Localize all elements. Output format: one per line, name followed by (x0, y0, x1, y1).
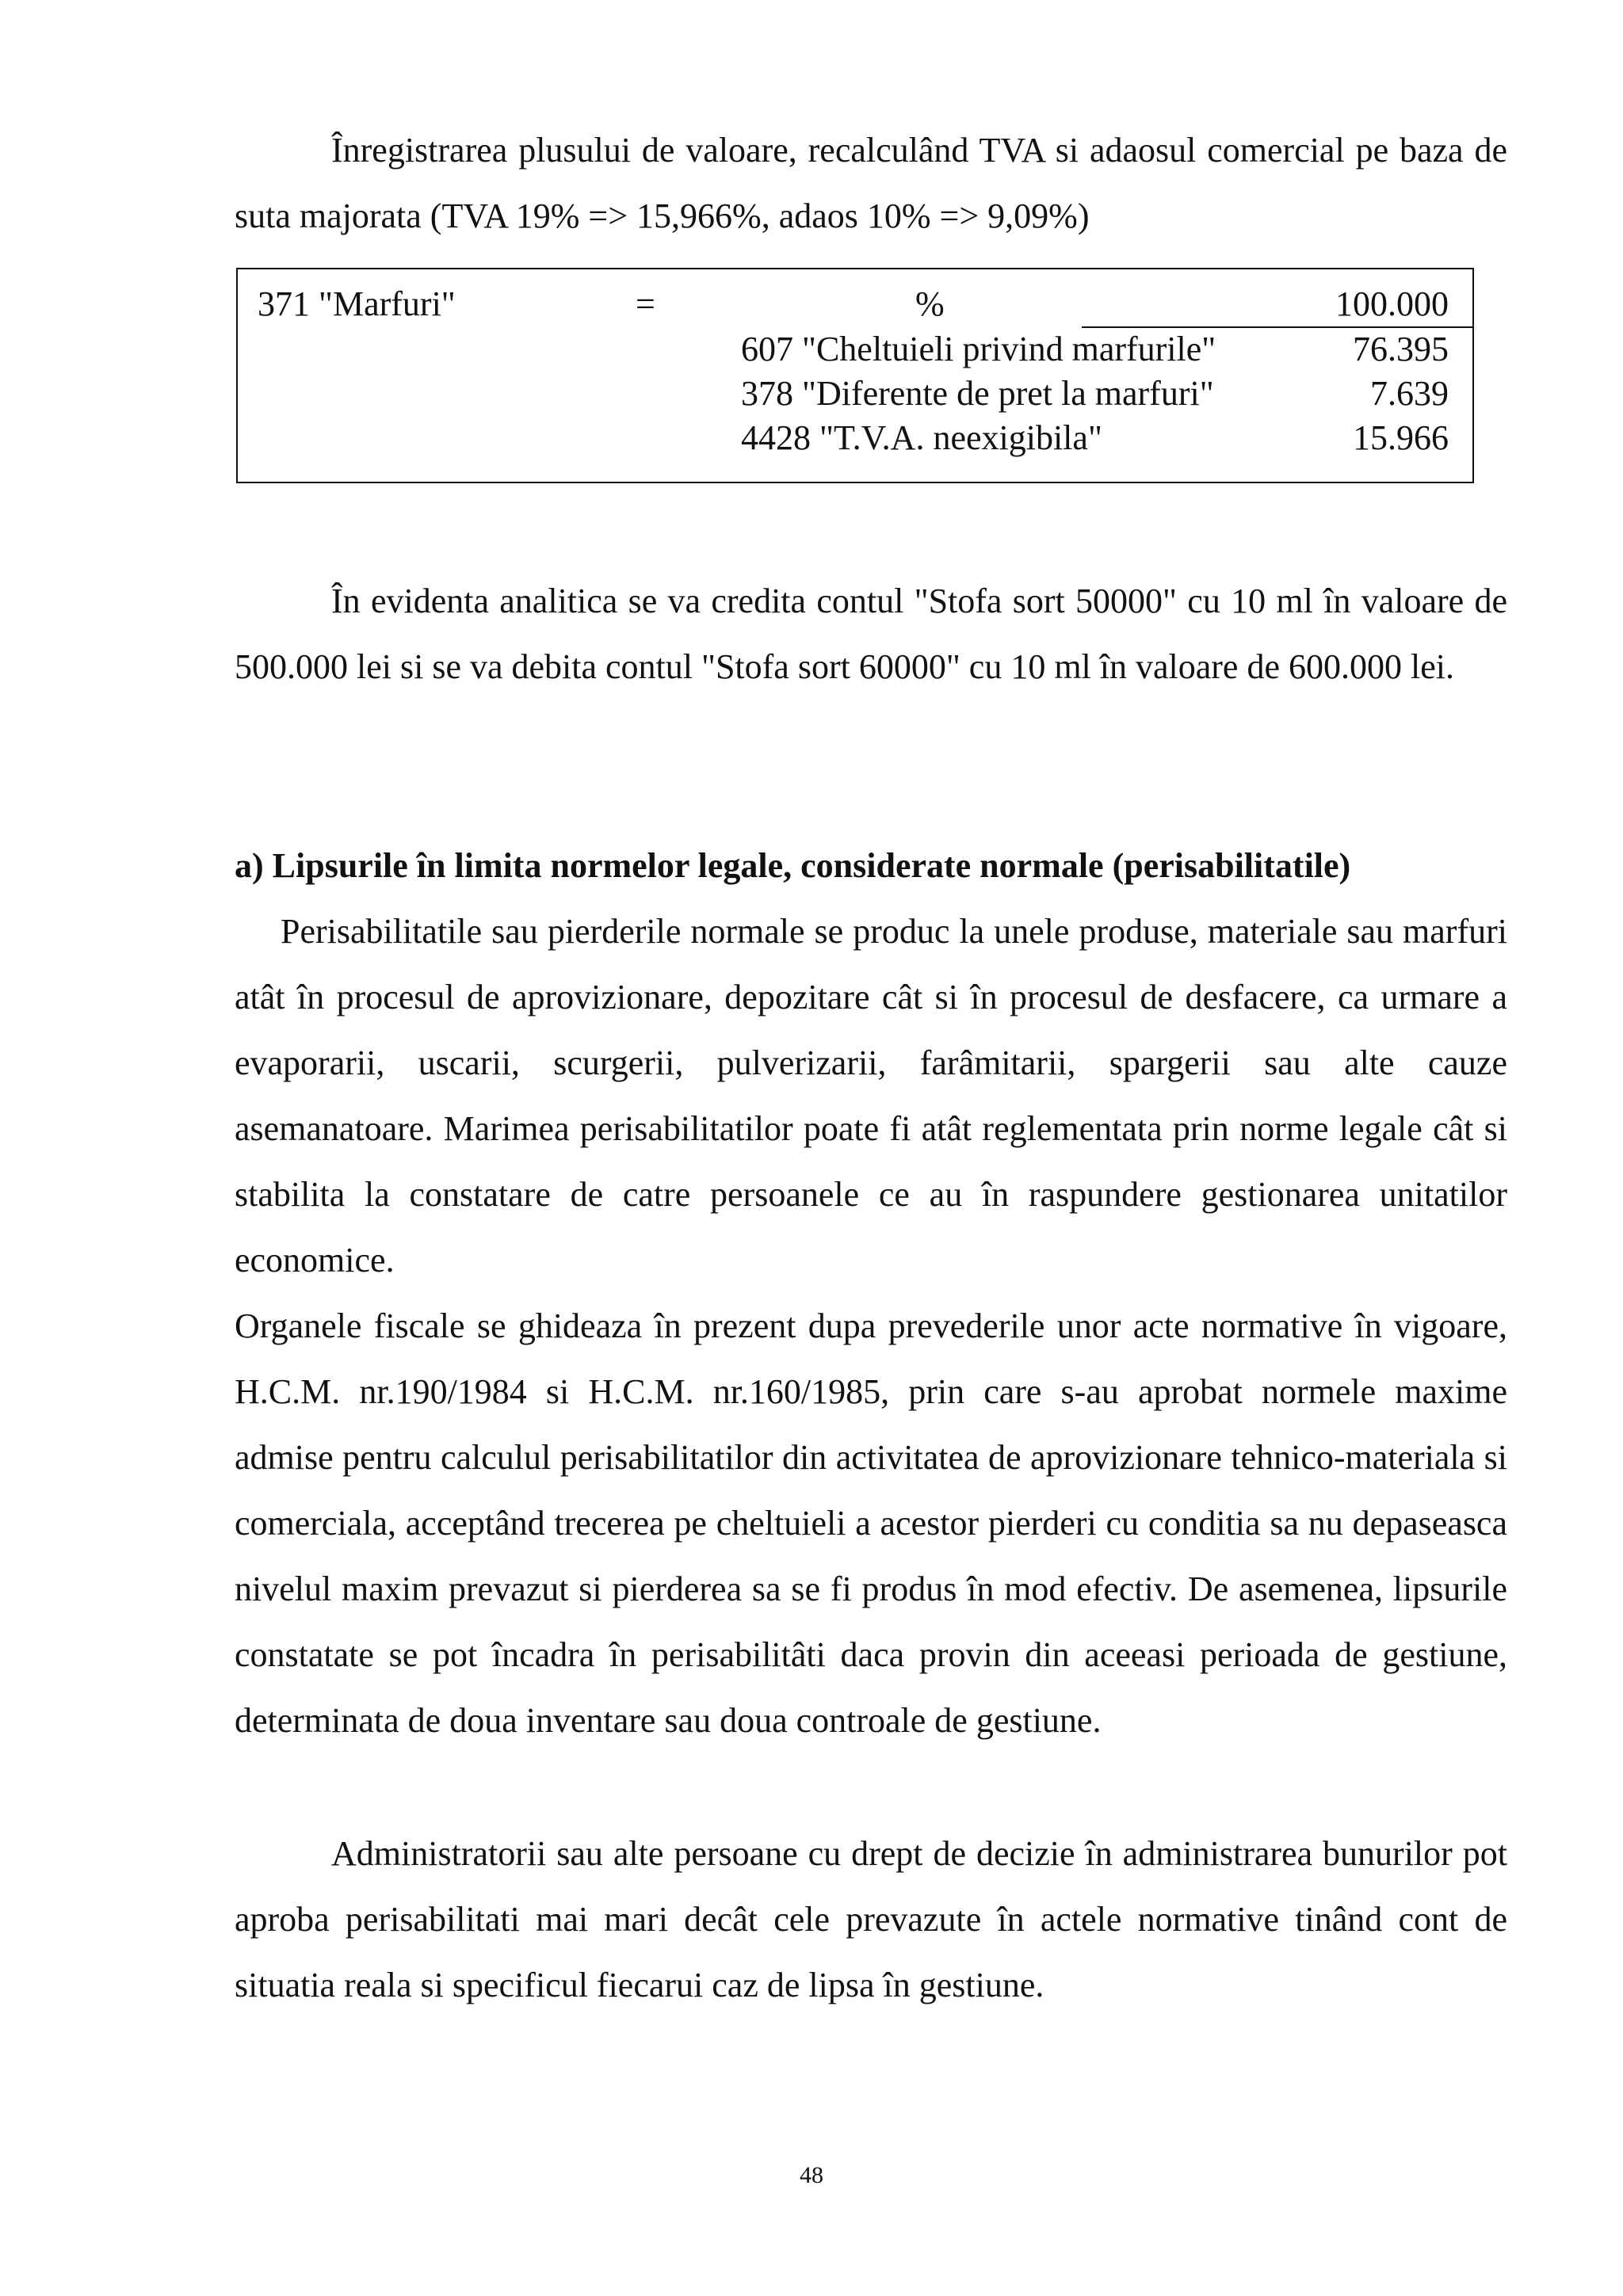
perisabilitati-paragraph: Perisabilitatile sau pierderile normale se produc la unele produse, materiale sau marfuri atât în procesul de aprovizionare, depozitare cât si în procesul de desfacere, ca urmare a evaporarii, uscarii, scurgerii, pulverizarii, farâmitarii, spargerii sau alte cauze asemanatoare. Marimea perisabilitatilor poate fi atât reglementata prin norme legale cât si stabilita la constatare de catre persoanele ce au în raspundere gestionarea unitatilor economice. (235, 912, 1507, 1280)
credit-amount-2: 7.639 (1370, 374, 1449, 413)
section-heading: a) Lipsurile în limita normelor legale, considerate normale (perisabilitatile) (235, 846, 1351, 885)
analytic-paragraph: În evidenta analitica se va credita contul "Stofa sort 50000" cu 10 ml în valoare de 500.000 lei si se va debita contul "Stofa sort 60000" cu 10 ml în valoare de 600.000 lei. (235, 582, 1507, 686)
credit-amount-1: 76.395 (1353, 330, 1449, 368)
organele-paragraph: Organele fiscale se ghideaza în prezent dupa prevederile unor acte normative în vigoare, H.C.M. nr.190/1984 si H.C.M. nr.160/1985, prin care s-au aprobat normele maxime admise pentru calculul perisabilitatilor din activitatea de aprovizionare tehnico-materiala si comerciala, acceptând trecerea pe cheltuieli a acestor pierderi cu conditia sa nu depaseasca nivelul maxim prevazut si pierderea sa se fi produs în mod efectiv. De asemenea, lipsurile constatate se pot încadra în perisabilitâti daca provin din aceeasi perioada de gestiune, determinata de doua inventare sau doua controale de gestiune. (235, 1306, 1507, 1740)
credit-account-1: 607 "Cheltuieli privind marfurile" (741, 330, 1216, 368)
intro-paragraph: Înregistrarea plusului de valoare, recalculând TVA si adaosul comercial pe baza de suta majorata (TVA 19% => 15,966%, adaos 10% => 9,09%) (235, 131, 1507, 235)
credit-account-3: 4428 "T.V.A. neexigibila" (741, 418, 1102, 457)
administratorii-paragraph: Administratorii sau alte persoane cu drept de decizie în administrarea bunurilor pot aproba perisabilitati mai mari decât cele prevazute în actele normative tinând cont de situatia reala si specificul fiecarui caz de lipsa în gestiune. (235, 1834, 1507, 2004)
credit-account-2: 378 "Diferente de pret la marfuri" (741, 374, 1214, 413)
debit-account: 371 "Marfuri" (258, 284, 456, 323)
entry-total: 100.000 (1335, 284, 1449, 323)
page-number: 48 (800, 2162, 823, 2188)
percent-sign: % (915, 284, 945, 323)
credit-amount-3: 15.966 (1353, 418, 1449, 457)
equals-sign: = (636, 284, 655, 323)
